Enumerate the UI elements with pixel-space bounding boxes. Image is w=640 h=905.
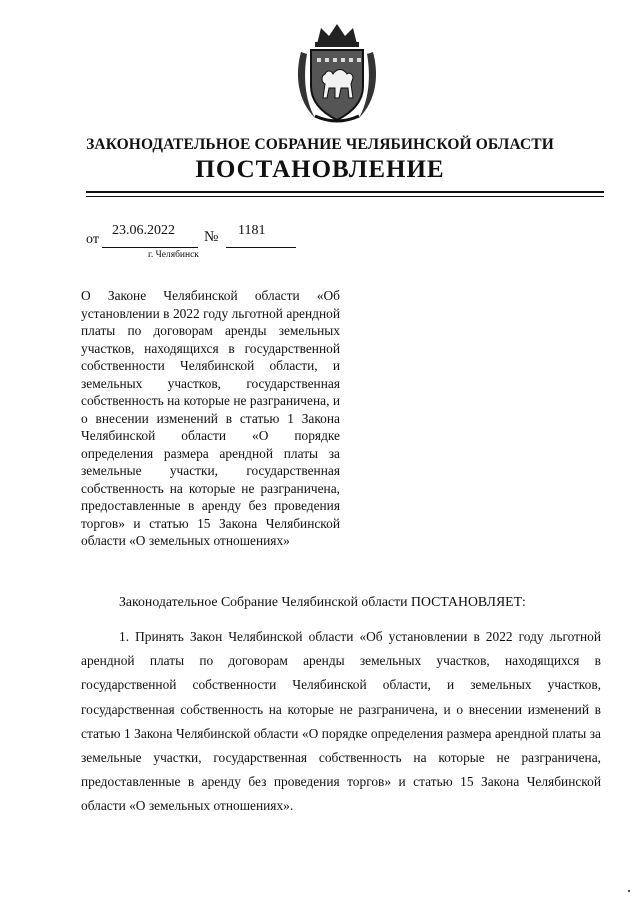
date-prefix-label: от bbox=[86, 232, 99, 247]
paragraph-1: 1. Принять Закон Челябинской области «Об установлении в 2022 году льготной арендной платы по договорам аренды земельных участков, находящихся в государственной собственности Челябинской области, и земельных участков, государственная собственность на которые не разграничена, и о внесении изменений в статью 1 Закона Челябинской области «О порядке определения размера арендной платы за земельные участки, государственная собственность на которые не разграничена, предоставленные в аренду без проведения торгов» и статью 15 Закона Челябинской области «О земельных отношениях». bbox=[81, 629, 601, 814]
document-meta bbox=[86, 223, 386, 263]
document-number: 1181 bbox=[238, 223, 266, 238]
document-city: г. Челябинск bbox=[148, 250, 199, 260]
header-rule-thin bbox=[86, 196, 604, 197]
decree-statement: Законодательное Собрание Челябинской области ПОСТАНОВЛЯЕТ: bbox=[119, 594, 526, 609]
coat-of-arms-icon bbox=[291, 22, 383, 126]
document-date: 23.06.2022 bbox=[112, 223, 175, 238]
date-underline bbox=[102, 247, 198, 248]
document-subject: О Законе Челябинской области «Об установлении в 2022 году льготной арендной платы по договорам аренды земельных участков, находящихся в государственной собственности Челябинской области, и земельных участков, государственная собственность на которые не разграничена, и о внесении изменений в статью 1 Закона Челябинской области «О порядке определения размера арендной платы за земельные участки, государственная собственность на которые не разграничена, предоставленные в аренду без проведения торгов» и статью 15 Закона Челябинской области «О земельных отношениях» bbox=[81, 288, 340, 548]
header-rule-thick bbox=[86, 191, 604, 193]
organization-name: ЗАКОНОДАТЕЛЬНОЕ СОБРАНИЕ ЧЕЛЯБИНСКОЙ ОБЛАСТИ bbox=[86, 136, 554, 153]
number-sign-label: № bbox=[204, 229, 219, 245]
document-type-title: ПОСТАНОВЛЕНИЕ bbox=[195, 156, 445, 183]
scan-mark-icon bbox=[626, 888, 632, 894]
number-underline bbox=[226, 247, 296, 248]
